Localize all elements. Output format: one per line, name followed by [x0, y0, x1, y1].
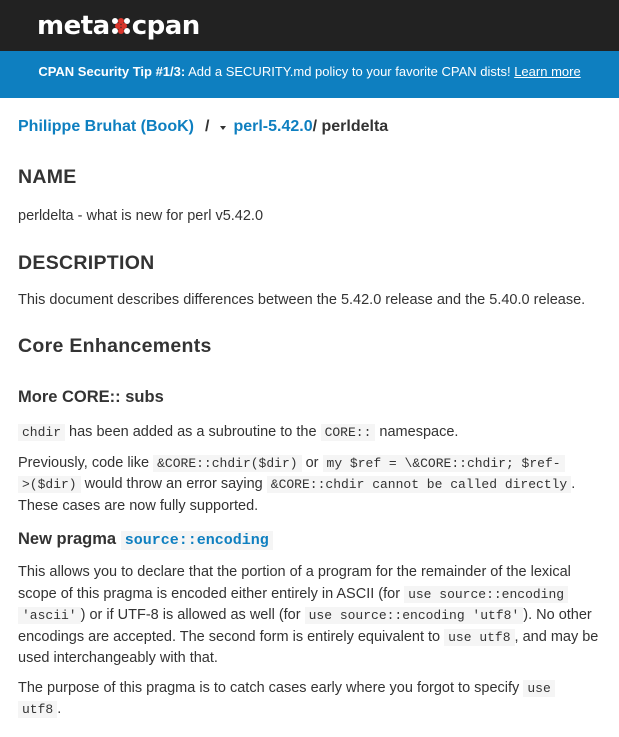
top-navbar [0, 0, 619, 51]
paragraph-text: namespace. [375, 424, 459, 440]
paragraph-chdir [18, 422, 601, 444]
security-tip-banner [0, 51, 619, 98]
paragraph-pragma-description [18, 562, 601, 670]
paragraph-text: . [57, 701, 62, 717]
inline-code: my $ref = \&CORE::chdir; $ref- [323, 455, 565, 472]
learn-more-link[interactable]: Learn more [514, 64, 581, 79]
inline-code: &CORE::chdir cannot be called directly [267, 476, 571, 493]
breadcrumb [18, 117, 601, 137]
chevron-down-icon[interactable] [220, 126, 226, 130]
inline-code: 'ascii' [18, 607, 81, 624]
paragraph-text: would throw an error saying [80, 476, 267, 492]
inline-code: CORE:: [321, 424, 376, 441]
breadcrumb-separator: / [204, 118, 210, 135]
paragraph-text: The purpose of this pragma is to catch cases early where you forgot to specify [18, 679, 524, 696]
paragraph-text: ) or if UTF-8 is allowed as well (for [80, 607, 305, 623]
logo-dots-icon [111, 15, 131, 37]
inline-code: use source::encoding 'utf8' [305, 607, 524, 624]
paragraph-text: Previously, code like [18, 454, 154, 471]
inline-code: use [523, 680, 554, 697]
logo-text-right: cpan [131, 11, 200, 41]
heading-description[interactable]: DESCRIPTION [18, 251, 155, 274]
breadcrumb-current-page: / perldelta [312, 118, 389, 135]
tip-text: Add a SECURITY.md policy to your favorite CPAN dists! [185, 64, 515, 79]
pragma-code: source::encoding [121, 531, 273, 550]
heading-new-pragma[interactable] [18, 530, 601, 549]
inline-code: &CORE::chdir($dir) [153, 455, 301, 472]
main-content [0, 117, 619, 721]
description-text: This document describes differences between the 5.42.0 release and the 5.40.0 release. [18, 291, 586, 308]
metacpan-logo[interactable] [37, 10, 200, 42]
heading-text: New pragma [18, 530, 121, 548]
paragraph-text: or [301, 454, 323, 471]
heading-name[interactable]: NAME [18, 166, 77, 188]
inline-code: >($dir) [18, 476, 81, 493]
paragraph-text: has been added as a subroutine to the [65, 424, 321, 440]
paragraph-pragma-purpose [18, 678, 601, 721]
paragraph-text: ). No other encodings are accepted. The second form is entirely equivalent to [18, 607, 592, 645]
inline-code: utf8 [18, 701, 57, 718]
logo-text-left: meta [37, 11, 110, 41]
release-link[interactable]: perl-5.42.0 [233, 118, 313, 135]
author-link[interactable]: Philippe Bruhat (BooK) [18, 118, 194, 135]
paragraph-text: , and may be used interchangeably with that. [18, 628, 599, 666]
inline-code: use source::encoding [404, 586, 568, 603]
heading-core-enhancements[interactable]: Core Enhancements [18, 335, 212, 357]
inline-code: chdir [18, 424, 65, 441]
paragraph-previously [18, 453, 601, 518]
heading-more-core-subs[interactable]: More CORE:: subs [18, 388, 164, 406]
tip-label: CPAN Security Tip #1/3: [38, 64, 186, 79]
paragraph-text: This allows you to declare that the portion of a program for the remainder of the lexical scope of this pragma is encoded either entirely in ASCII (for [18, 564, 571, 602]
inline-code: use utf8 [444, 629, 514, 646]
paragraph-text: . These cases are now fully supported. [18, 476, 576, 514]
name-text: perldelta - what is new for perl v5.42.0 [18, 208, 264, 224]
